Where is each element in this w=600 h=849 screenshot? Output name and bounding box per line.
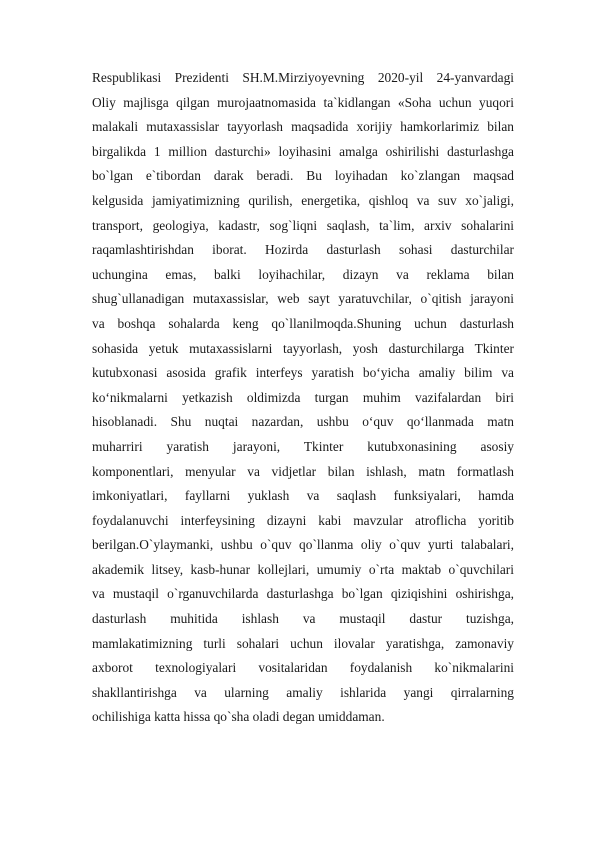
paragraph-line: Oliy majlisga qilgan murojaatnomasida ta`kidlangan «Soha uchun yuqori (92, 94, 514, 110)
paragraph-line: bo`lgan e`tibordan darak beradi. Bu loyihadan ko`zlangan maqsad (92, 168, 514, 184)
paragraph-line: uchungina emas, balki loyihachilar, dizayn va reklama bilan (92, 266, 514, 282)
paragraph-line: axborot texnologiyalari vositalaridan foydalanish ko`nikmalarini (92, 660, 514, 676)
paragraph-line: akademik litsey, kasb-hunar kollejlari, umumiy o`rta maktab o`quvchilari (92, 561, 514, 577)
paragraph-line: mamlakatimizning turli sohalari uchun ilovalar yaratishga, zamonaviy (92, 635, 514, 651)
paragraph-line: shakllantirishga va ularning amaliy ishlarida yangi qirralarning (92, 684, 514, 700)
paragraph-line: shug`ullanadigan mutaxassislar, web sayt yaratuvchilar, o`qitish jarayoni (92, 291, 514, 307)
paragraph-line: komponentlari, menyular va vidjetlar bilan ishlash, matn formatlash (92, 463, 514, 479)
paragraph-line: foydalanuvchi interfeysining dizayni kabi mavzular atroflicha yoritib (92, 512, 514, 528)
paragraph-line: transport, geologiya, kadastr, sog`liqni saqlash, ta`lim, arxiv sohalarini (92, 217, 514, 233)
paragraph-line: raqamlashtirishdan iborat. Hozirda dasturlash sohasi dasturchilar (92, 242, 514, 258)
paragraph-line: kelgusida jamiyatimizning qurilish, energetika, qishloq va suv xo`jaligi, (92, 192, 514, 208)
paragraph-line: va mustaqil o`rganuvchilarda dasturlashga bo`lgan qiziqishini oshirishga, (92, 586, 514, 602)
paragraph-line: kutubxonasi asosida grafik interfeys yaratish bo‘yicha amaliy bilim va (92, 365, 514, 381)
paragraph-line: imkoniyatlari, fayllarni yuklash va saqlash funksiyalari, hamda (92, 488, 514, 504)
paragraph-line: malakali mutaxassislar tayyorlash maqsadida xorijiy hamkorlarimiz bilan (92, 119, 514, 135)
paragraph-line: birgalikda 1 million dasturchi» loyihasini amalga oshirilishi dasturlashga (92, 143, 514, 159)
paragraph-line: Respublikasi Prezidenti SH.M.Mirziyoyevning 2020-yil 24-yanvardagi (92, 70, 514, 85)
paragraph-line: hisoblanadi. Shu nuqtai nazardan, ushbu o‘quv qo‘llanmada matn (92, 414, 514, 430)
paragraph-line: va boshqa sohalarda keng qo`llanilmoqda.Shuning uchun dasturlash (92, 315, 514, 331)
paragraph-line: dasturlash muhitida ishlash va mustaqil dastur tuzishga, (92, 611, 514, 627)
paragraph-line: ochilishiga katta hissa qo`sha oladi degan umiddaman. (92, 709, 385, 725)
body-paragraph (92, 66, 514, 730)
paragraph-line: muharriri yaratish jarayoni, Tkinter kutubxonasining asosiy (92, 438, 514, 454)
paragraph-line: berilgan.O`ylaymanki, ushbu o`quv qo`llanma oliy o`quv yurti talabalari, (92, 537, 514, 553)
paragraph-line: ko‘nikmalarni yetkazish oldimizda turgan muhim vazifalardan biri (92, 389, 514, 405)
paragraph-line: sohasida yetuk mutaxassislarni tayyorlash, yosh dasturchilarga Tkinter (92, 340, 514, 356)
